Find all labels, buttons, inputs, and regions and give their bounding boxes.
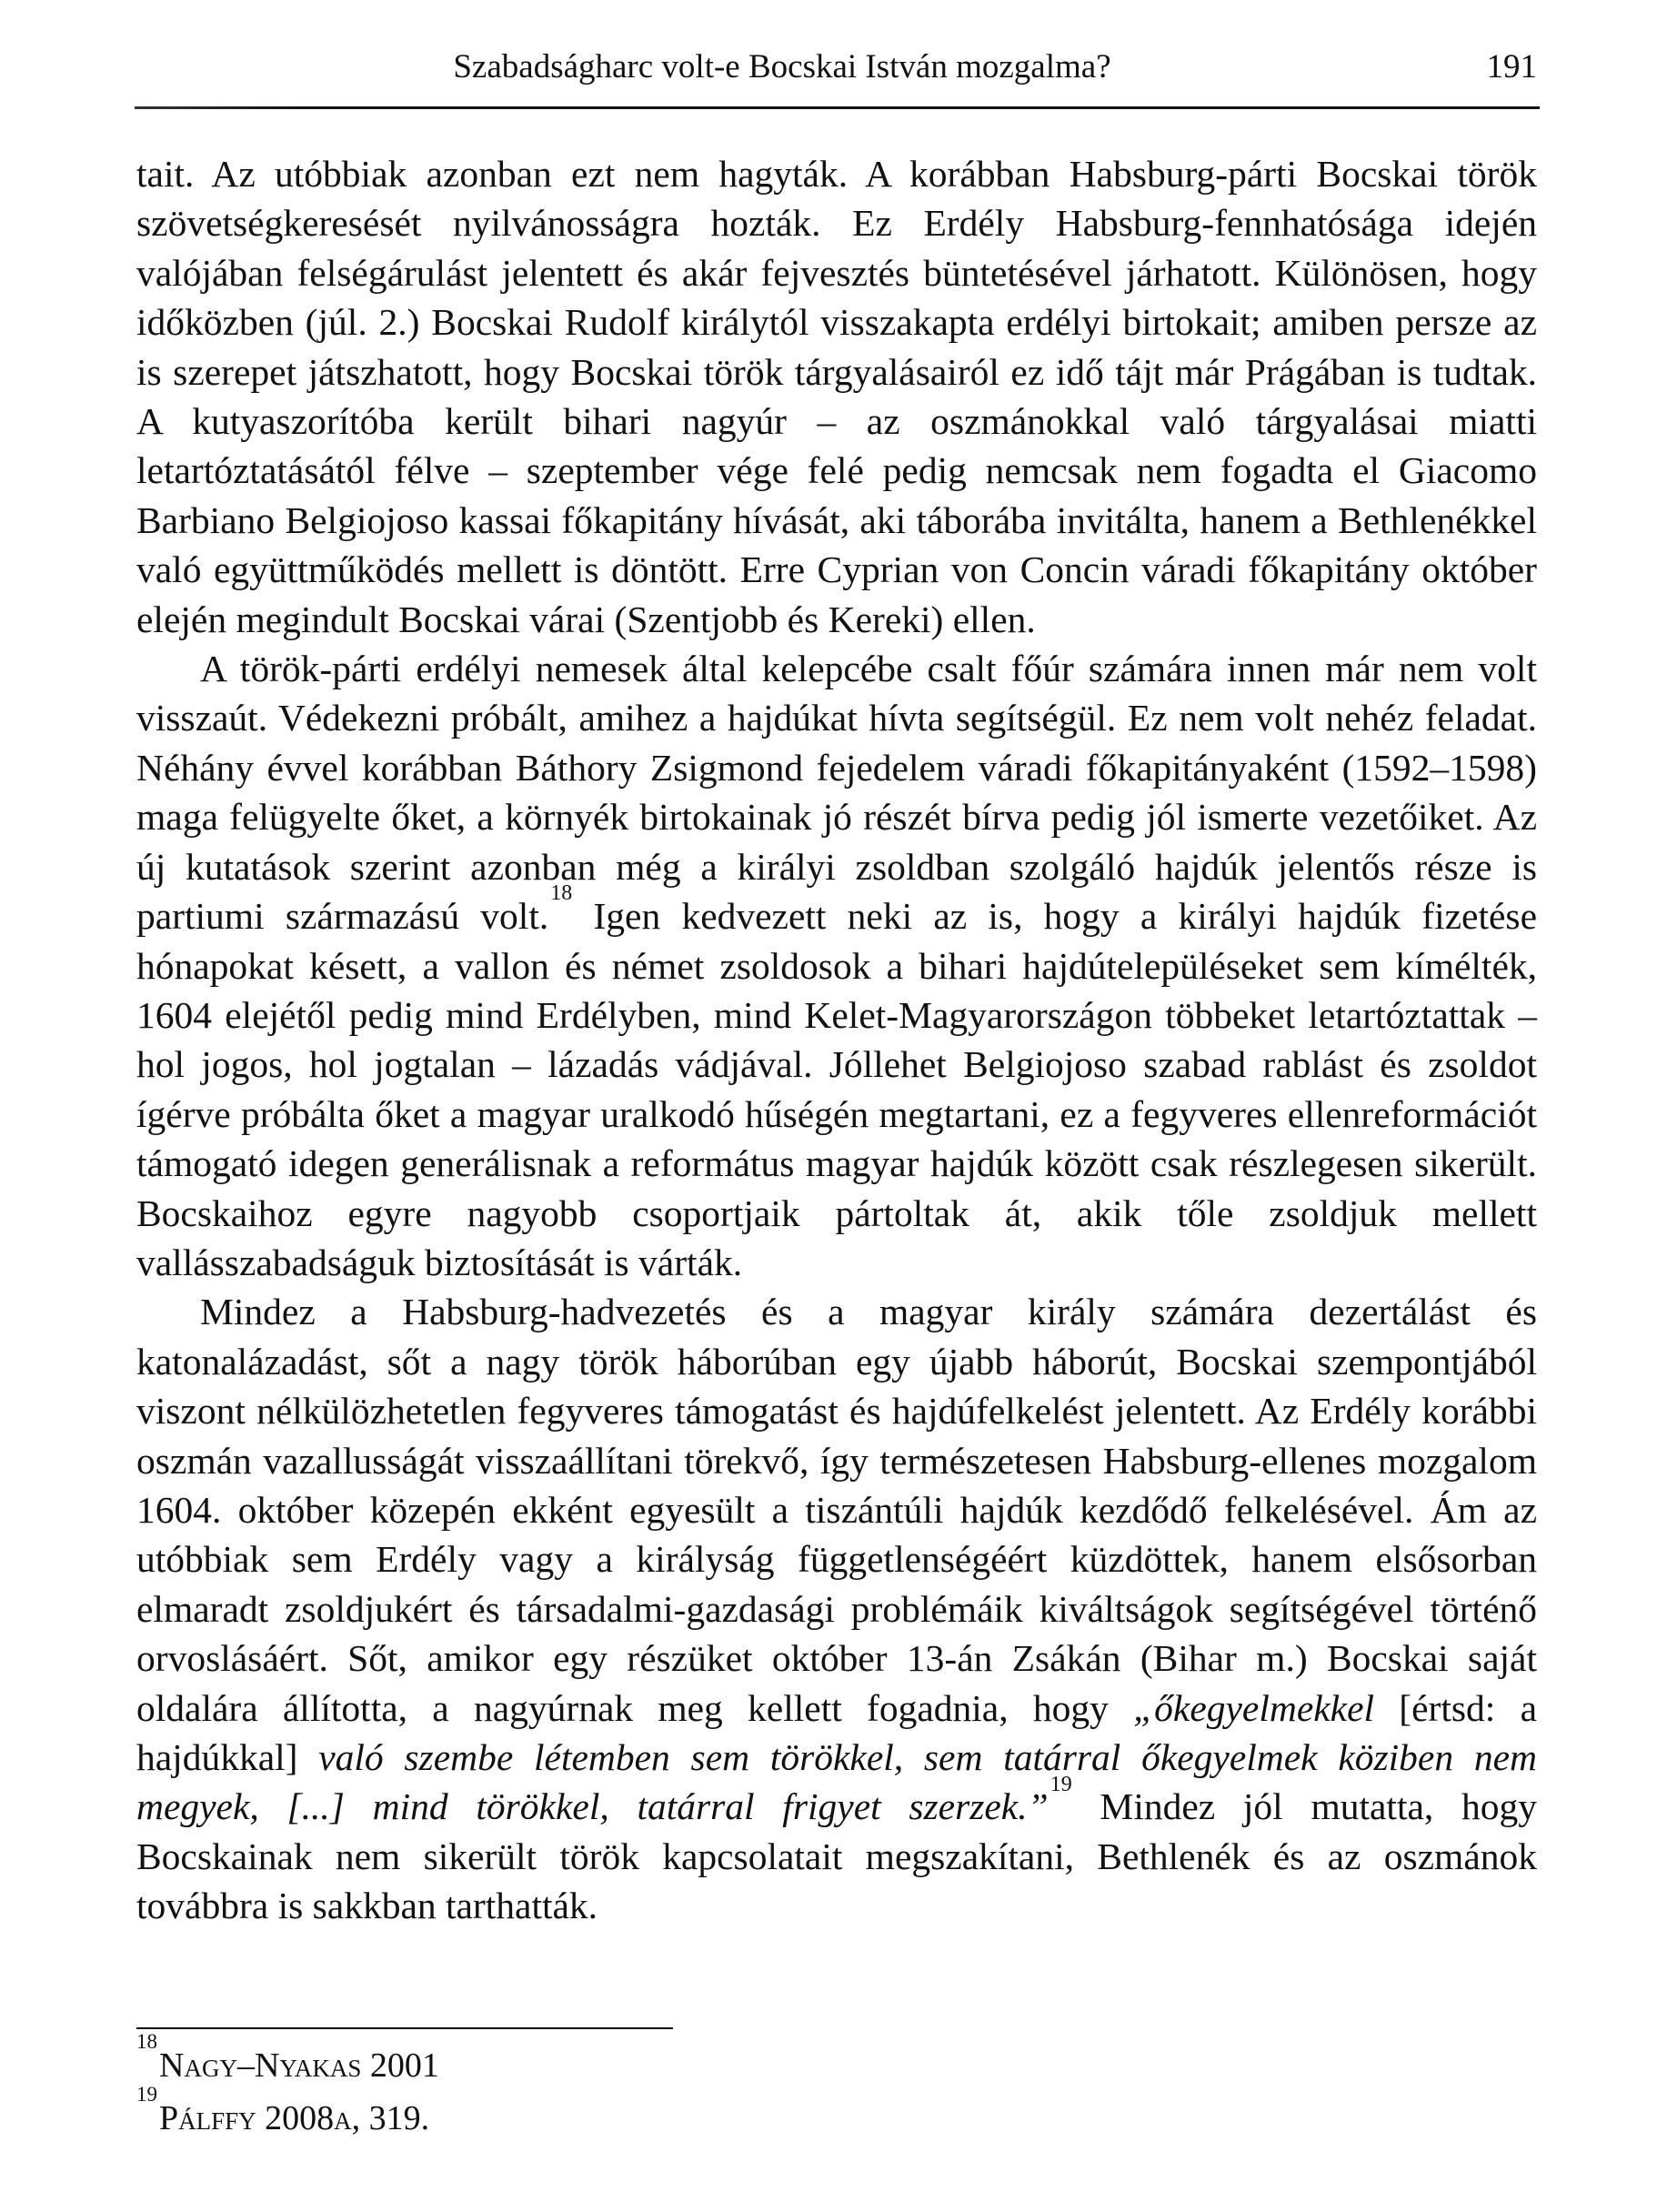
footnote-text: Pálffy 2008a, 319. — [159, 2099, 430, 2137]
paragraph-2-text-a: A török-párti erdélyi nemesek által kelepcébe csalt főúr számára innen már nem volt visszaút. Védekezni próbált, amihez a hajdúkat hívta segítségül. Ez nem volt nehéz feladat. Néhány évvel korábban Báthory Zsigmond fejedelem váradi főkapitányaként (1592–1598) maga felügyelte őket, a környék birtokainak jó részét bírva pedig jól ismerte vezetőiket. Az új kutatások szerint azonban még a királyi zsoldban szolgáló hajdúk jelentős része is partiumi származású volt. — [136, 648, 1537, 938]
paragraph-2-text-b: Igen kedvezett neki az is, hogy a királyi hajdúk fizetése hónapokat késett, a vallon és német zsoldosok a bihari hajdútelepüléseket sem kímélték, 1604 elejétől pedig mind Erdélyben, mind Kelet-Magyarországon többeket letartóztattak – hol jogos, hol jogtalan – lázadás vádjával. Jóllehet Belgiojoso szabad rablást és zsoldot ígérve próbálta őket a magyar uralkodó hűségén megtartani, ez a fegyveres ellenreformációt támogató idegen generálisnak a református magyar hajdúk között csak részlegesen sikerült. Bocskaihoz egyre nagyobb csoportjaik pártoltak át, akik tőle zsoldjuk mellett vallásszabadságuk biztosítását is várták. — [136, 895, 1537, 1283]
footnote-text: Nagy–Nyakas 2001 — [159, 2046, 439, 2085]
footnote-ref-19[interactable]: 19 — [1049, 1772, 1072, 1796]
page-number: 191 — [1486, 48, 1537, 85]
footnote-19 — [136, 2083, 1228, 2145]
footnotes — [136, 2030, 1228, 2145]
footnote-18 — [136, 2030, 1228, 2092]
main-text — [136, 149, 1537, 1931]
quote-fragment-b: való szembe létemben sem törökkel, sem tatárral őkegyelmek köziben nem megyek, [...] mind törökkel, tatárral frigyet szerzek.” — [136, 1736, 1537, 1828]
paragraph-2 — [136, 644, 1537, 1287]
footnote-ref-18[interactable]: 18 — [550, 881, 573, 906]
running-title: Szabadságharc volt-e Bocskai István mozgalma? — [453, 48, 1111, 85]
paragraph-3 — [136, 1287, 1537, 1930]
bracket-note: [értsd: a hajdúkkal] — [136, 1686, 1537, 1778]
footnote-rule — [136, 2027, 673, 2029]
footnote-mark: 19 — [136, 2083, 157, 2106]
header-rule — [135, 106, 1540, 109]
paragraph-3-text-a: Mindez a Habsburg-hadvezetés és a magyar király számára dezertálást és katonalázadást, sőt a nagy török háborúban egy újabb háborút, Bocskai szempontjából viszont nélkülözhetetlen fegyveres támogatást és hajdúfelkelést jelentett. Az Erdély korábbi oszmán vazallusságát visszaállítani törekvő, így természetesen Habsburg-ellenes mozgalom 1604. október közepén ekként egyesült a tiszántúli hajdúk kezdődő felkelésével. Ám az utóbbiak sem Erdély vagy a királyság függetlenségéért küzdöttek, hanem elsősorban elmaradt zsoldjukért és társadalmi-gazdasági problémáik kiváltságok segítségével történő orvoslásáért. Sőt, amikor egy részüket október 13-án Zsákán (Bihar m.) Bocskai saját oldalára állította, a nagyúrnak meg kellett fogadnia, hogy — [136, 1291, 1537, 1729]
footnote-mark: 18 — [136, 2030, 157, 2054]
paragraph-1: tait. Az utóbbiak azonban ezt nem hagyták. A korábban Habsburg-párti Bocskai török szövetségkeresését nyilvánosságra hozták. Ez Erdély Habsburg-fennhatósága idején valójában felségárulást jelentett és akár fejvesztés büntetésével járhatott. Különösen, hogy időközben (júl. 2.) Bocskai Rudolf királytól visszakapta erdélyi birtokait; amiben persze az is szerepet játszhatott, hogy Bocskai török tárgyalásairól ez idő tájt már Prágában is tudtak. A kutyaszorítóba került bihari nagyúr – az oszmánokkal való tárgyalásai miatti letartóztatásától félve – szeptember vége felé pedig nemcsak nem fogadta el Giacomo Barbiano Belgiojoso kassai főkapitány hívását, aki táborába invitálta, hanem a Bethlenékkel való együttműködés mellett is döntött. Erre Cyprian von Concin váradi főkapitány október elején megindult Bocskai várai (Szentjobb és Kereki) ellen. — [136, 153, 1537, 640]
quote-fragment-a: „őkegyelmekkel — [1133, 1686, 1375, 1729]
paragraph-3-text-b: Mindez jól mutatta, hogy Bocskainak nem sikerült török kapcsolatait megszakítani, Bethlenék és az oszmánok továbbra is sakkban tarthatták. — [136, 1785, 1538, 1927]
running-head — [136, 45, 1537, 100]
